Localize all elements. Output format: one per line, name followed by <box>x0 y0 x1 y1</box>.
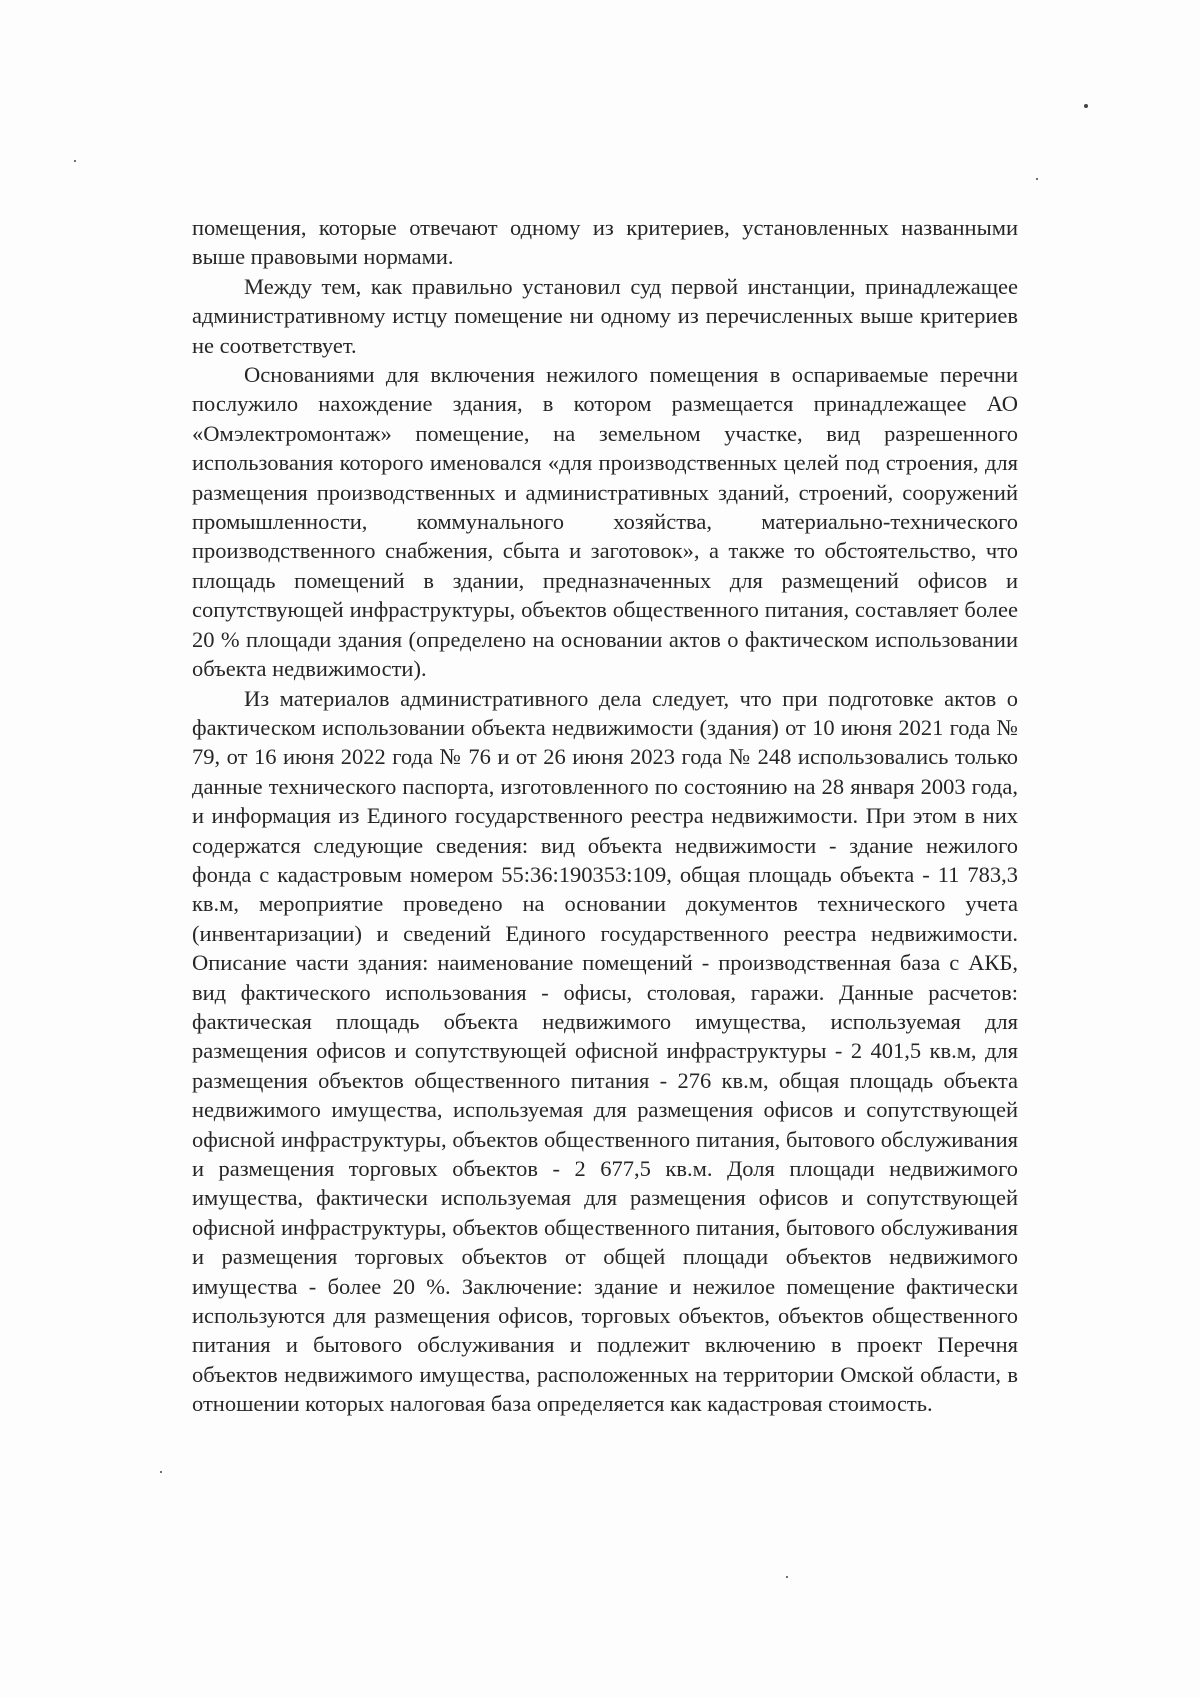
scan-speck <box>1084 104 1088 108</box>
scan-speck <box>160 1471 162 1473</box>
paragraph-3: Основаниями для включения нежилого помещения в оспариваемые перечни послужило нахождение здания, в котором размещается принадлежащее АО «Омэлектромонтаж» помещение, на земельном участке, вид разрешенного использования которого именовался «для производственных целей под строения, для размещения производственных и административных зданий, строений, сооружений промышленности, коммунального хозяйства, материально-технического производственного снабжения, сбыта и заготовок», а также то обстоятельство, что площадь помещений в здании, предназначенных для размещений офисов и сопутствующей инфраструктуры, объектов общественного питания, составляет более 20 % площади здания (определено на основании актов о фактическом использовании объекта недвижимости). <box>192 362 1018 682</box>
paragraph-1: помещения, которые отвечают одному из критериев, установленных названными выше правовыми нормами. <box>192 215 1018 270</box>
paragraph-2: Между тем, как правильно установил суд первой инстанции, принадлежащее административному истцу помещение ни одному из перечисленных выше критериев не соответствует. <box>192 273 1018 358</box>
paragraph-4: Из материалов административного дела следует, что при подготовке актов о фактическом использовании объекта недвижимости (здания) от 10 июня 2021 года № 79, от 16 июня 2022 года № 76 и от 26 июня 2023 года № 248 использовались только данные технического паспорта, изготовленного по состоянию на 28 января 2003 года, и информация из Единого государственного реестра недвижимости. При этом в них содержатся следующие сведения: вид объекта недвижимости - здание нежилого фонда с кадастровым номером 55:36:190353:109, общая площадь объекта - 11 783,3 кв.м, мероприятие проведено на основании документов технического учета (инвентаризации) и сведений Единого государственного реестра недвижимости. Описание части здания: наименование помещений - производственная база с АКБ, вид фактического использования - офисы, столовая, гаражи. Данные расчетов: фактическая площадь объекта недвижимого имущества, используемая для размещения офисов и сопутствующей офисной инфраструктуры - 2 401,5 кв.м, для размещения объектов общественного питания - 276 кв.м, общая площадь объекта недвижимого имущества, используемая для размещения офисов и сопутствующей офисной инфраструктуры, объектов общественного питания, бытового обслуживания и размещения торговых объектов - 2 677,5 кв.м. Доля площади недвижимого имущества, фактически используемая для размещения офисов и сопутствующей офисной инфраструктуры, объектов общественного питания, бытового обслуживания и размещения торговых объектов от общей площади объектов недвижимого имущества - более 20 %. Заключение: здание и нежилое помещение фактически используются для размещения офисов, торговых объектов, объектов общественного питания и бытового обслуживания и подлежит включению в проект Перечня объектов недвижимого имущества, расположенных на территории Омской области, в отношении которых налоговая база определяется как кадастровая стоимость. <box>192 685 1018 1417</box>
scan-speck <box>1036 178 1038 180</box>
scan-speck <box>74 160 76 162</box>
scan-speck <box>786 1576 788 1578</box>
document-body <box>192 213 1018 1419</box>
